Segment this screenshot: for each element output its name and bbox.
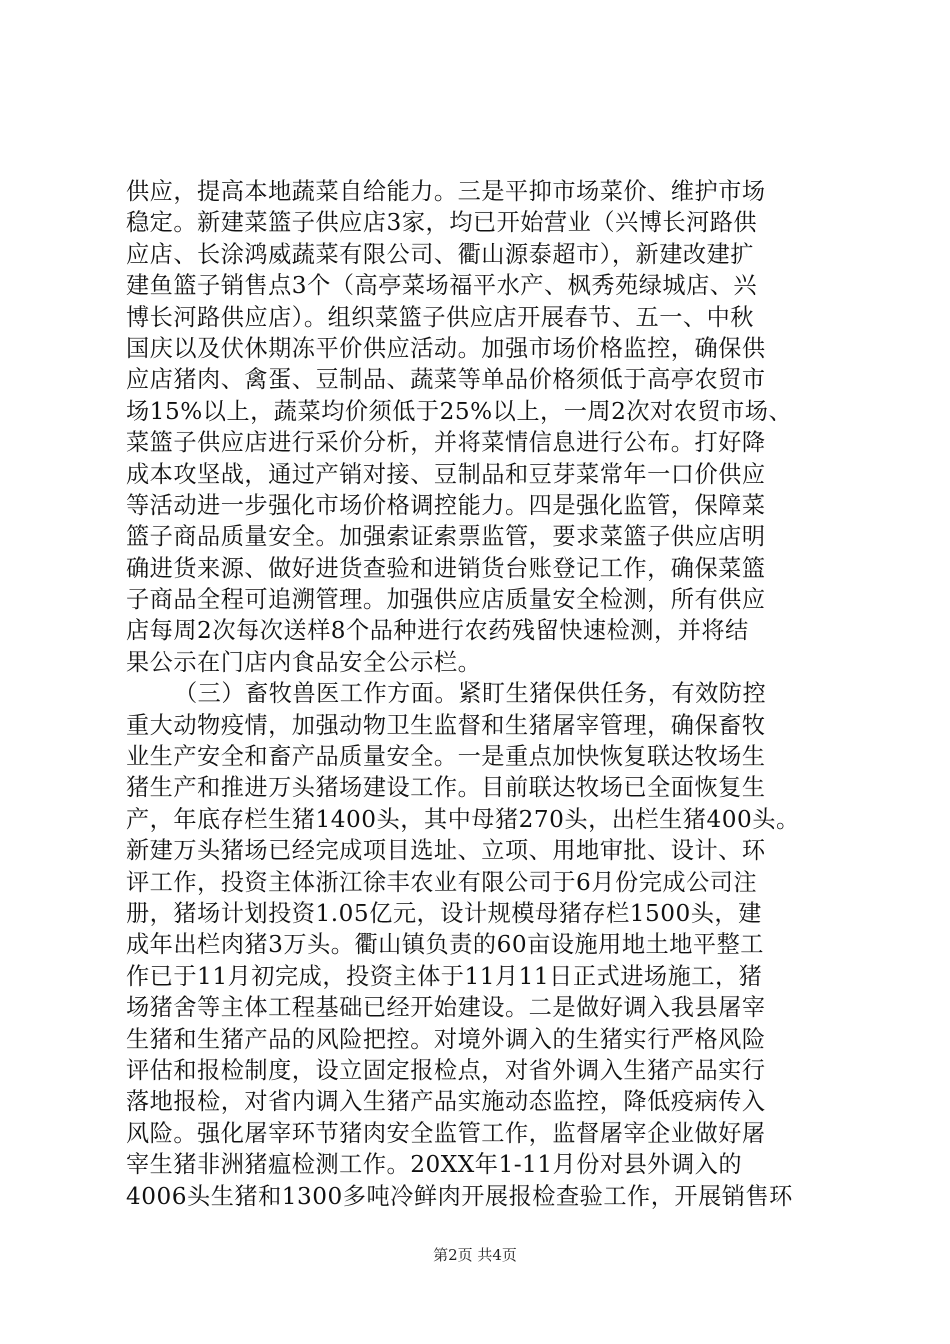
body-text bbox=[126, 176, 831, 1212]
text-line: 稳定。新建菜篮子供应店3家，均已开始营业（兴博长河路供 bbox=[126, 209, 758, 237]
text-line: 生猪和生猪产品的风险把控。对境外调入的生猪实行严格风险 bbox=[126, 1025, 766, 1053]
text-line: 博长河路供应店）。组织菜篮子供应店开展春节、五一、中秋 bbox=[126, 303, 754, 331]
text-line: 等活动进一步强化市场价格调控能力。四是强化监管，保障菜 bbox=[126, 491, 766, 519]
text-line: （三）畜牧兽医工作方面。紧盯生猪保供任务，有效防控 bbox=[174, 680, 767, 708]
text-line: 猪生产和推进万头猪场建设工作。目前联达牧场已全面恢复生 bbox=[126, 774, 766, 802]
text-line: 篮子商品质量安全。加强索证索票监管，要求菜篮子供应店明 bbox=[126, 523, 766, 551]
text-line: 国庆以及伏休期冻平价供应活动。加强市场价格监控，确保供 bbox=[126, 334, 766, 362]
page-footer: 第2页 共4页 bbox=[433, 1246, 517, 1264]
text-line: 评估和报检制度，设立固定报检点，对省外调入生猪产品实行 bbox=[126, 1056, 766, 1084]
text-line: 新建万头猪场已经完成项目选址、立项、用地审批、设计、环 bbox=[126, 837, 766, 865]
text-line: 成年出栏肉猪3万头。衢山镇负责的60亩设施用地土地平整工 bbox=[126, 931, 764, 959]
text-line: 场猪舍等主体工程基础已经开始建设。二是做好调入我县屠宰 bbox=[126, 994, 766, 1022]
text-line: 重大动物疫情，加强动物卫生监督和生猪屠宰管理，确保畜牧 bbox=[126, 711, 766, 739]
text-line: 子商品全程可追溯管理。加强供应店质量安全检测，所有供应 bbox=[126, 586, 766, 614]
text-line: 建鱼篮子销售点3个（高亭菜场福平水产、枫秀苑绿城店、兴 bbox=[126, 272, 758, 300]
text-line: 业生产安全和畜产品质量安全。一是重点加快恢复联达牧场生 bbox=[126, 743, 766, 771]
text-line: 店每周2次每次送样8个品种进行农药残留快速检测，并将结 bbox=[126, 617, 749, 645]
text-line: 场15%以上，蔬菜均价须低于25%以上，一周2次对农贸市场、 bbox=[126, 397, 793, 425]
text-line: 风险。强化屠宰环节猪肉安全监管工作，监督屠宰企业做好屠 bbox=[126, 1119, 766, 1147]
text-line: 评工作，投资主体浙江徐丰农业有限公司于6月份完成公司注 bbox=[126, 868, 758, 896]
text-line: 产，年底存栏生猪1400头，其中母猪270头，出栏生猪400头。 bbox=[126, 805, 800, 833]
text-line: 册，猪场计划投资1.05亿元，设计规模母猪存栏1500头，建 bbox=[126, 899, 762, 927]
text-line: 确进货来源、做好进货查验和进销货台账登记工作，确保菜篮 bbox=[126, 554, 766, 582]
text-line: 4006头生猪和1300多吨冷鲜肉开展报检查验工作，开展销售环 bbox=[126, 1182, 793, 1210]
text-line: 菜篮子供应店进行采价分析，并将菜情信息进行公布。打好降 bbox=[126, 429, 766, 457]
text-line: 果公示在门店内食品安全公示栏。 bbox=[126, 648, 482, 676]
text-line: 应店、长涂鸿威蔬菜有限公司、衢山源泰超市），新建改建扩 bbox=[126, 240, 754, 268]
text-line: 应店猪肉、禽蛋、豆制品、蔬菜等单品价格须低于高亭农贸市 bbox=[126, 366, 766, 394]
text-line: 供应，提高本地蔬菜自给能力。三是平抑市场菜价、维护市场 bbox=[126, 178, 766, 205]
text-line: 落地报检，对省内调入生猪产品实施动态监控，降低疫病传入 bbox=[126, 1088, 766, 1116]
text-line: 成本攻坚战，通过产销对接、豆制品和豆芽菜常年一口价供应 bbox=[126, 460, 766, 488]
text-line: 作已于11月初完成，投资主体于11月11日正式进场施工，猪 bbox=[126, 962, 763, 990]
text-line: 宰生猪非洲猪瘟检测工作。20XX年1-11月份对县外调入的 bbox=[126, 1151, 743, 1179]
